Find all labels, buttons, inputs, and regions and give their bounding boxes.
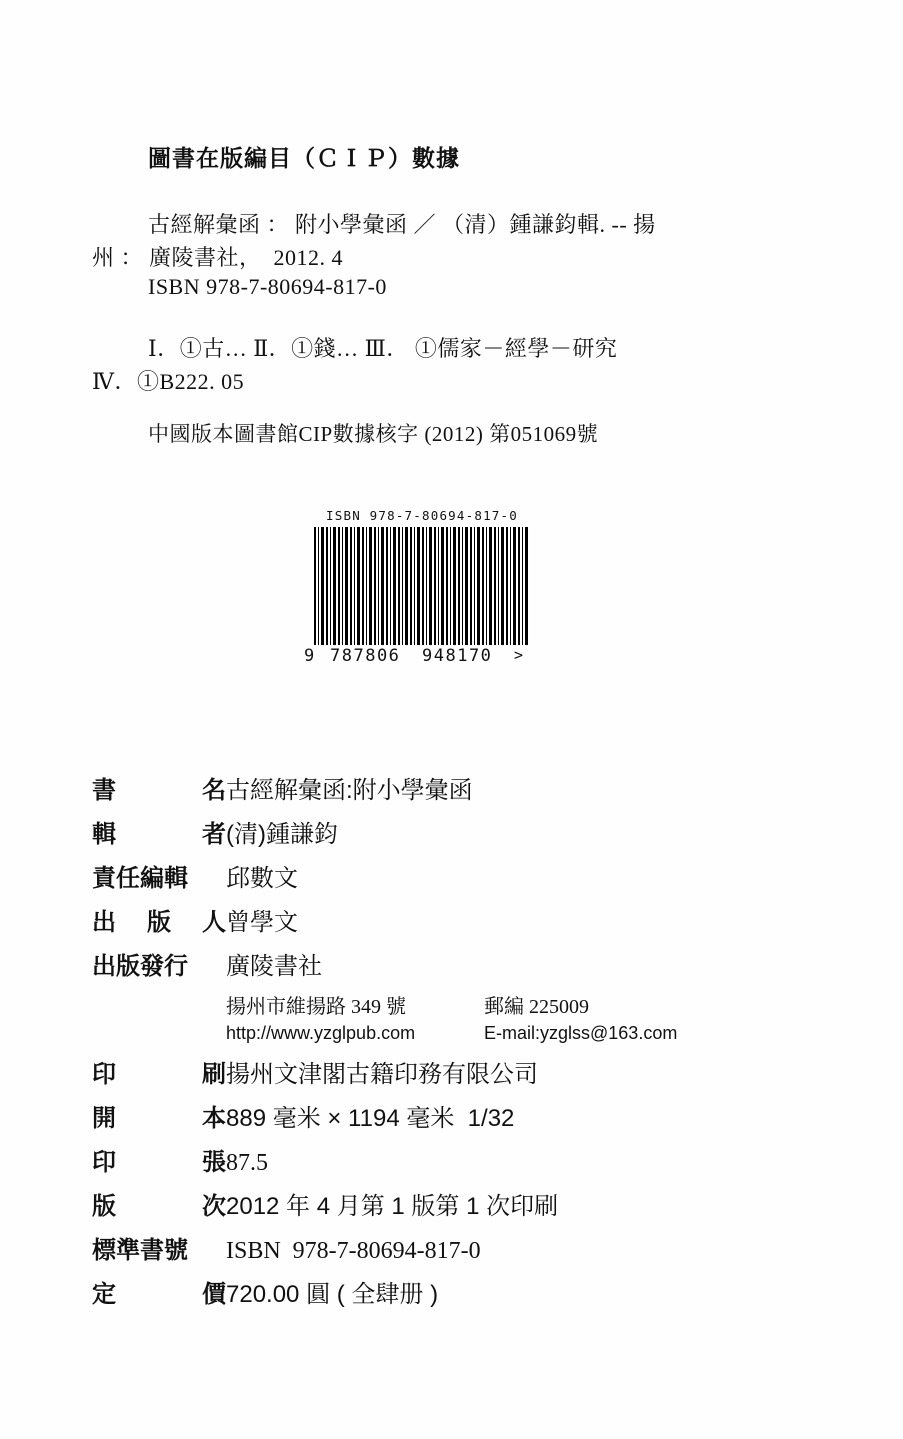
colophon-value-title: 古經解彙函:附小學彙函 [226,777,473,804]
cip-line-1: 古經解彙函 ： 附小學彙函 ／ （清）鍾謙鈞輯. -- 揚 [148,212,656,237]
label-char: 書 [92,777,116,804]
label-char: 責任編輯 [92,865,188,892]
barcode-digit-group-2: 948170 [422,646,493,666]
colophon-address-row [226,990,812,1019]
colophon-row-price [92,1274,812,1309]
colophon-label-editor [92,814,226,849]
colophon-row-standard-number [92,1230,812,1265]
cip-line-2: 州 ： 廣陵書社， 2012. 4 [92,245,344,270]
colophon-value-editor: (清)鍾謙鈞 [226,821,338,848]
colophon-web-row [226,1023,812,1044]
barcode-digit-leading: 9 [304,646,316,666]
label-char: 定 [92,1281,116,1308]
colophon-row-sheets [92,1142,812,1177]
barcode [304,508,532,668]
colophon-label-printer [92,1054,226,1089]
colophon-row-printer [92,1054,812,1089]
cip-isbn-line: ISBN 978-7-80694-817-0 [148,274,387,299]
colophon-row-format [92,1098,812,1133]
label-char: 者 [202,821,226,848]
label-char: 印 [92,1149,116,1176]
publisher-email[interactable]: E-mail:yzglss@163.com [484,1023,678,1043]
colophon-label-publisher-person [92,902,226,937]
colophon-row-editor [92,814,812,849]
cip-registry-number: 中國版本圖書館CIP數據核字 (2012) 第051069號 [148,422,599,446]
label-char: 刷 [202,1061,226,1088]
colophon-table [92,770,812,1318]
colophon-label-responsible-editor [92,858,226,893]
label-char: 開 [92,1105,116,1132]
colophon-label-price [92,1274,226,1309]
cip-classification-line-1: Ⅰ．①古… Ⅱ．①錢… Ⅲ． ①儒家－經學－研究 [148,336,618,361]
colophon-label-publisher [92,946,226,981]
barcode-digit-trailing: > [514,646,525,664]
label-char: 次 [202,1193,226,1220]
colophon-label-edition [92,1186,226,1221]
colophon-label-standard-number [92,1230,226,1265]
colophon-row-responsible-editor [92,858,812,893]
colophon-value-publisher-person: 曾學文 [226,909,298,936]
label-char: 出版發行 [92,953,188,980]
publisher-address: 揚州市維揚路 349 號 [226,996,406,1018]
label-char: 本 [202,1105,226,1132]
colophon-label-format [92,1098,226,1133]
colophon-value-publisher: 廣陵書社 [226,953,322,980]
cip-classification-line-2: Ⅳ．①B222. 05 [92,369,245,394]
colophon-value-format: 889 毫米 × 1194 毫米 1/32 [226,1105,515,1132]
label-char: 名 [202,777,226,804]
colophon-value-responsible-editor: 邱數文 [226,865,298,892]
label-char: 價 [202,1281,226,1308]
barcode-bars-graphic [314,527,530,645]
colophon-row-title [92,770,812,805]
colophon-row-edition [92,1186,812,1221]
label-char: 出 [92,909,116,936]
colophon-value-price: 720.00 圓 ( 全肆册 ) [226,1281,439,1308]
colophon-value-standard-number: ISBN 978-7-80694-817-0 [226,1238,481,1264]
label-char: 輯 [92,821,116,848]
label-char: 人 [202,909,226,936]
publisher-postcode: 郵編 225009 [484,996,589,1018]
barcode-isbn-label: ISBN 978-7-80694-817-0 [326,508,518,523]
colophon-label-sheets [92,1142,226,1177]
publisher-website[interactable]: http://www.yzglpub.com [226,1023,416,1043]
label-char: 版 [147,909,171,936]
label-char: 印 [92,1061,116,1088]
barcode-digits [304,646,528,668]
label-char: 張 [202,1149,226,1176]
cip-heading: 圖書在版編目（ＣＩＰ）數據 [148,145,460,171]
colophon-value-edition: 2012 年 4 月第 1 版第 1 次印刷 [226,1193,559,1220]
barcode-digit-group-1: 787806 [330,646,401,666]
colophon-label-title [92,770,226,805]
label-char: 版 [92,1193,116,1220]
colophon-value-printer: 揚州文津閣古籍印務有限公司 [226,1061,538,1088]
colophon-row-publisher-person [92,902,812,937]
label-char: 標準書號 [92,1237,188,1264]
colophon-value-sheets: 87.5 [226,1150,268,1176]
colophon-row-publisher [92,946,812,981]
